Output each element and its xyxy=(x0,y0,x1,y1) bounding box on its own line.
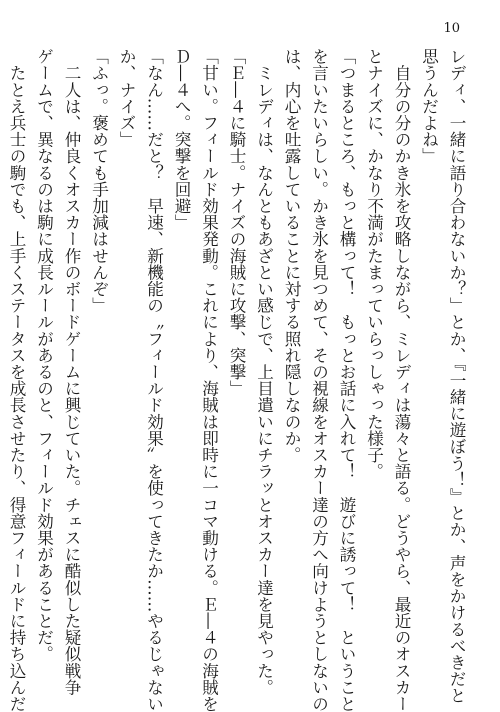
text-line: 自分の分のかき氷を攻略しながら、ミレディは蕩々と語る。どうやら、最近のオスカー xyxy=(392,48,411,712)
text-line: 「なん……だと？ 早速、新機能の〝フィールド効果〟を使ってきたか……やるじゃない xyxy=(144,48,164,712)
text-line: は、内心を吐露していることに対する照れ隠しなのか。 xyxy=(282,48,301,463)
text-line: 「つまるところ、もっと構って！ もっとお話に入れて！ 遊びに誘って！ ということ xyxy=(337,48,356,712)
text-line: 「Ｅ―４に騎士。ナイズの海賊に攻撃、突撃」 xyxy=(227,48,246,397)
body-text xyxy=(7,48,470,712)
text-line: ミレディは、なんともあざとい感じで、上目遣いにチラッとオスカー達を見やった。 xyxy=(254,48,274,696)
text-line: 「甘い。フィールド効果発動。これにより、海賊は即時に一コマ動ける。Ｅ―４の海賊を xyxy=(199,48,219,712)
text-line xyxy=(0,48,3,678)
text-line: を言いたいらしい。かき氷を見つめて、その視線をオスカー達の方へ向けようとしないの xyxy=(309,48,329,712)
text-line: 二人は、仲良くオスカー作のボードゲームに興じていた。チェスに酷似した疑似戦争 xyxy=(62,48,81,696)
text-line: か、ナイズ」 xyxy=(117,48,136,148)
text-line: Ｄ―４へ。突撃を回避」 xyxy=(172,48,191,231)
text-line: 「ふっ。褒めても手加減はせんぞ」 xyxy=(89,48,109,314)
text-line: たとえ兵士の駒でも、上手くステータスを成長させたり、得意フィールドに持ち込んだ xyxy=(7,48,26,712)
page-number: 10 xyxy=(443,21,460,36)
text-line: とナイズに、かなり不満がたまっていらっしゃった様子。 xyxy=(364,48,384,480)
text-line: 思うんだよね」 xyxy=(419,48,439,165)
text-line: レディ、一緒に語り合わないか？」とか、『一緒に遊ぼう！』とか、声をかけるべきだと xyxy=(447,48,466,704)
text-line: ゲームで、異なるのは駒に成長ルールがあるのと、フィールド効果があることだ。 xyxy=(34,48,54,663)
